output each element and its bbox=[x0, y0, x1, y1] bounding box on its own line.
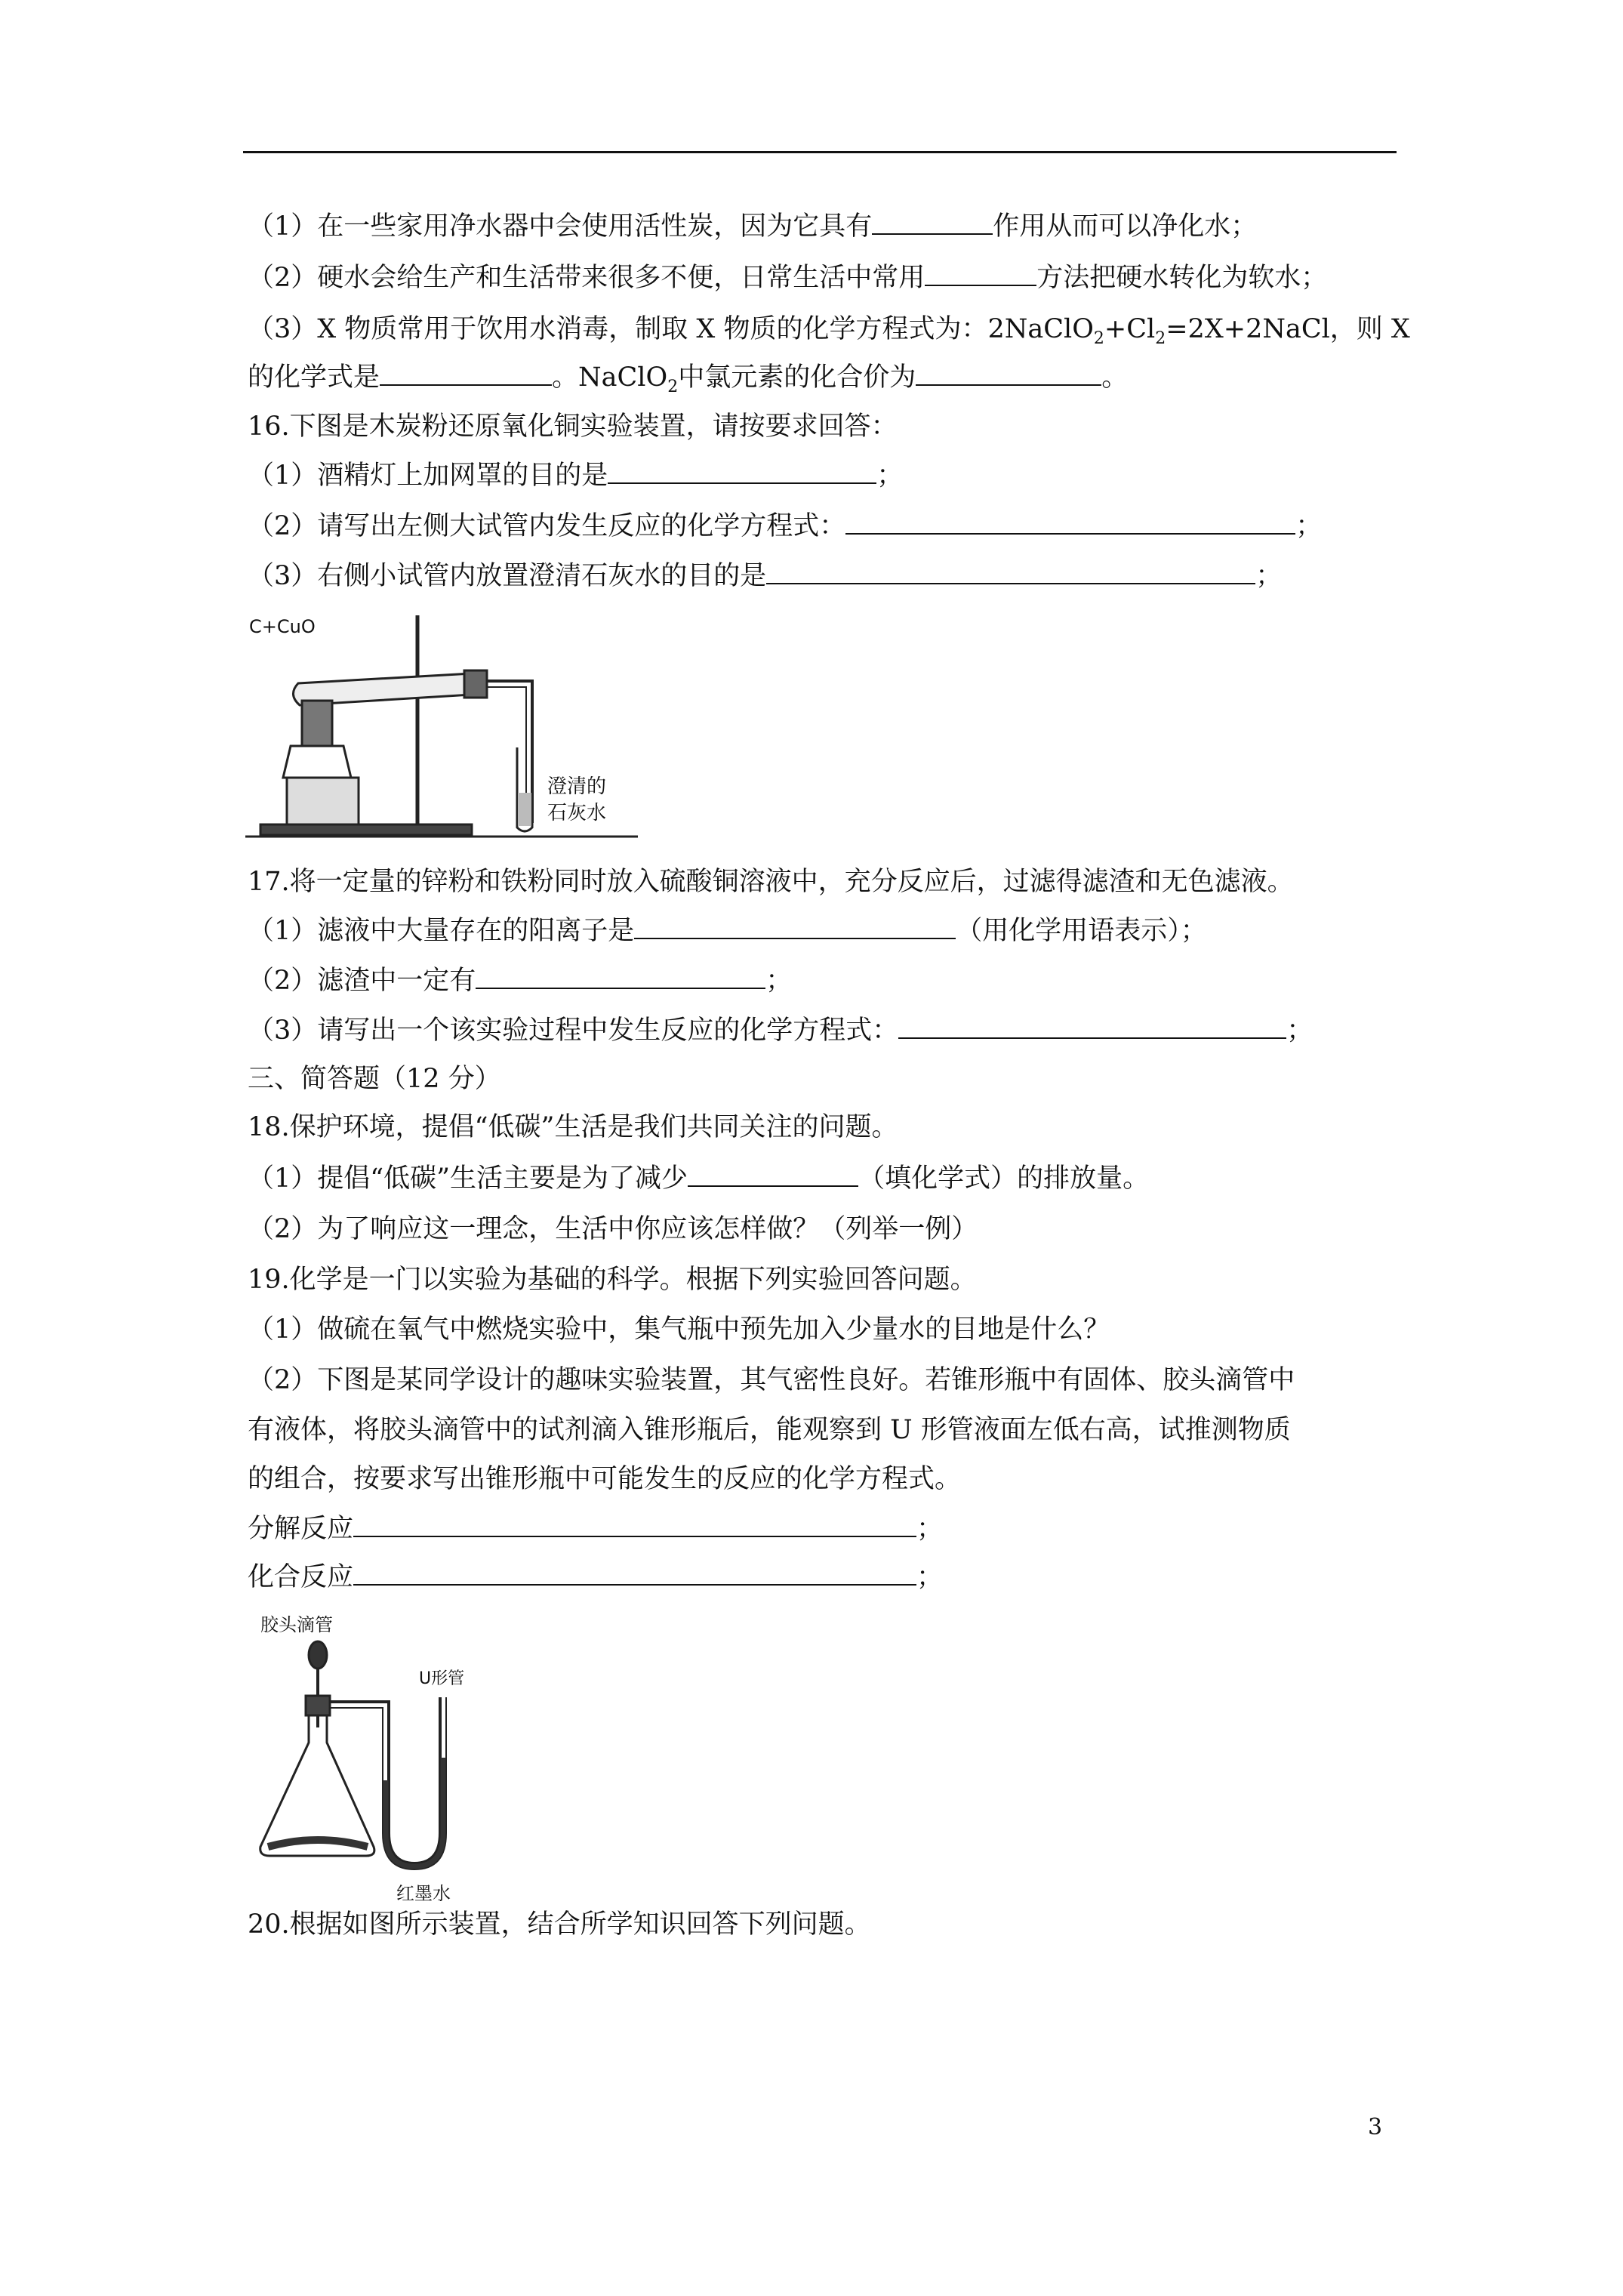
q16-stem: 16.下图是木炭粉还原氧化铜实验装置，请按要求回答： bbox=[248, 411, 898, 442]
q16-part3: （3）右侧小试管内放置澄清石灰水的目的是 ； bbox=[248, 557, 1282, 595]
label-utube: U形管 bbox=[419, 1669, 465, 1688]
answer-blank[interactable] bbox=[688, 1160, 858, 1187]
answer-blank[interactable] bbox=[925, 259, 1036, 286]
answer-blank[interactable] bbox=[634, 912, 956, 939]
charcoal-reduction-apparatus-figure bbox=[245, 612, 638, 846]
q18-part2: （2）为了响应这一理念，生活中你应该怎样做？（列举一例） bbox=[248, 1214, 978, 1244]
answer-blank[interactable] bbox=[353, 1558, 916, 1586]
answer-blank[interactable] bbox=[476, 962, 765, 989]
q16-part2: （2）请写出左侧大试管内发生反应的化学方程式： ； bbox=[248, 507, 1322, 545]
u-tube-apparatus-figure bbox=[253, 1607, 494, 1904]
answer-blank[interactable] bbox=[766, 557, 1255, 584]
header-rule bbox=[243, 151, 1397, 153]
answer-blank[interactable] bbox=[353, 1510, 916, 1537]
q17-stem: 17.将一定量的锌粉和铁粉同时放入硫酸铜溶液中，充分反应后，过滤得滤渣和无色滤液。 bbox=[248, 867, 1294, 897]
q17-part1: （1）滤液中大量存在的阳离子是 （用化学用语表示）； bbox=[248, 912, 1207, 950]
q15-part3-cont: 的化学式是 。NaClO$_2$中氯元素的化合价为 。 bbox=[248, 359, 1128, 396]
q18-part1: （1）提倡“低碳”生活主要是为了减少 （填化学式）的排放量。 bbox=[248, 1160, 1149, 1197]
q18-stem: 18.保护环境，提倡“低碳”生活是我们共同关注的问题。 bbox=[248, 1112, 898, 1142]
answer-blank[interactable] bbox=[845, 507, 1295, 535]
q16-part1: （1）酒精灯上加网罩的目的是 ； bbox=[248, 457, 903, 495]
label-reagent: C+CuO bbox=[249, 616, 316, 637]
section-3-heading: 三、简答题（12 分） bbox=[248, 1064, 501, 1094]
q20-stem: 20.根据如图所示装置，结合所学知识回答下列问题。 bbox=[248, 1909, 871, 1940]
q15-part2: （2）硬水会给生产和生活带来很多不便，日常生活中常用 方法把硬水转化为软水； bbox=[248, 259, 1327, 297]
q19-part2-line3: 的组合，按要求写出锥形瓶中可能发生的反应的化学方程式。 bbox=[248, 1464, 962, 1494]
q15-part3: （3）X 物质常用于饮用水消毒，制取 X 物质的化学方程式为：$2NaClO_2+Cl_2=2X+2NaCl$，则 X bbox=[248, 314, 1410, 348]
stand-base bbox=[260, 824, 472, 835]
q19-part2-line2: 有液体，将胶头滴管中的试剂滴入锥形瓶后，能观察到 U 形管液面左低右高，试推测物质 bbox=[248, 1415, 1291, 1445]
answer-blank[interactable] bbox=[872, 208, 993, 235]
answer-blank[interactable] bbox=[380, 359, 552, 386]
q19-stem: 19.化学是一门以实验为基础的科学。根据下列实验回答问题。 bbox=[248, 1265, 977, 1295]
combination-reaction-line: 化合反应 ； bbox=[248, 1558, 943, 1596]
decomposition-reaction-line: 分解反应 ； bbox=[248, 1510, 943, 1548]
q17-part2: （2）滤渣中一定有 ； bbox=[248, 962, 792, 1000]
answer-blank[interactable] bbox=[608, 457, 876, 484]
q15-part1: （1）在一些家用净水器中会使用活性炭，因为它具有 作用从而可以净化水； bbox=[248, 208, 1257, 245]
label-red-ink: 红墨水 bbox=[396, 1883, 451, 1904]
label-limewater-1: 澄清的 bbox=[547, 775, 607, 798]
label-limewater-2: 石灰水 bbox=[547, 802, 607, 824]
page-number: 3 bbox=[1368, 2114, 1383, 2140]
answer-blank[interactable] bbox=[916, 359, 1101, 386]
answer-blank[interactable] bbox=[898, 1012, 1286, 1039]
q17-part3: （3）请写出一个该实验过程中发生反应的化学方程式： ； bbox=[248, 1012, 1313, 1049]
label-dropper: 胶头滴管 bbox=[260, 1614, 333, 1635]
q19-part1: （1）做硫在氧气中燃烧实验中，集气瓶中预先加入少量水的目地是什么？ bbox=[248, 1314, 1110, 1345]
q19-part2-line1: （2）下图是某同学设计的趣味实验装置，其气密性良好。若锥形瓶中有固体、胶头滴管中 bbox=[248, 1365, 1295, 1395]
